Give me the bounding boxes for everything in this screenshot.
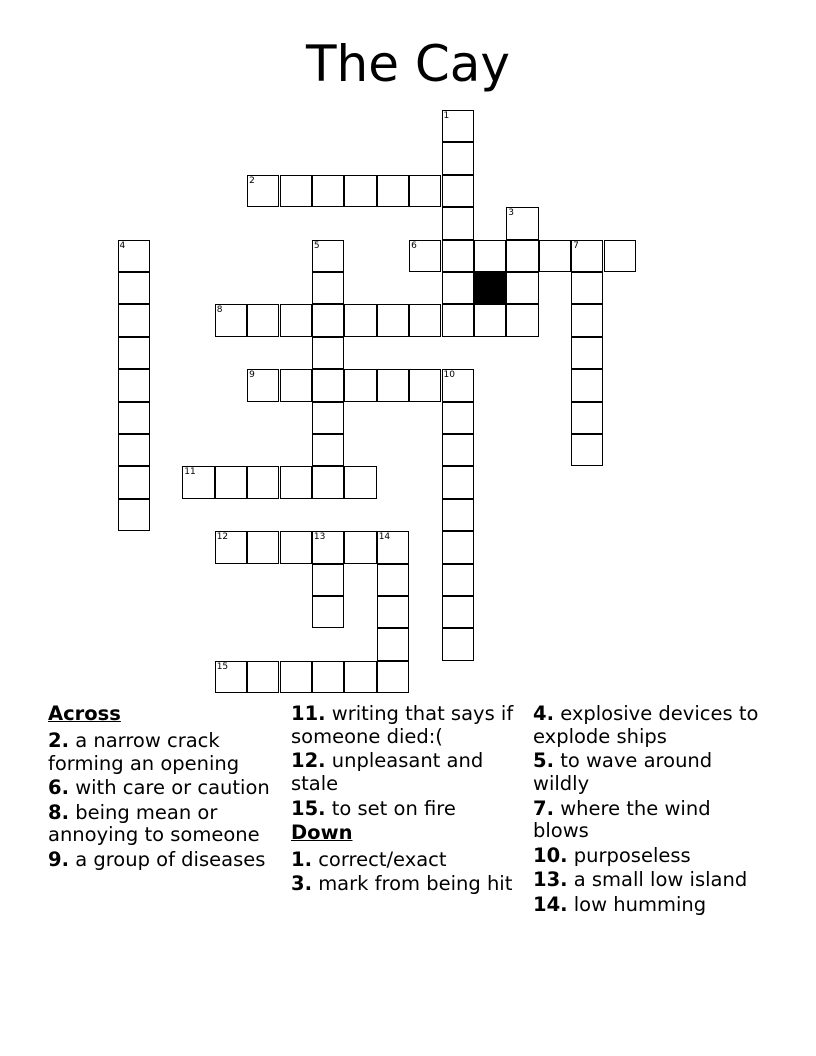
grid-cell[interactable]	[312, 337, 344, 369]
down-heading: Down	[291, 821, 353, 845]
clue-text: unpleasant and stale	[291, 749, 484, 796]
clue-item	[533, 894, 763, 917]
grid-cell[interactable]	[377, 661, 409, 693]
grid-cell[interactable]	[312, 466, 344, 498]
grid-cell[interactable]	[312, 402, 344, 434]
grid-cell[interactable]	[247, 661, 279, 693]
grid-cell[interactable]	[118, 337, 150, 369]
grid-cell[interactable]	[312, 304, 344, 336]
cell-number: 6	[411, 240, 417, 251]
grid-cell[interactable]	[344, 531, 376, 563]
grid-cell[interactable]	[215, 531, 247, 563]
clue-number: 12.	[291, 749, 326, 773]
grid-cell[interactable]	[247, 531, 279, 563]
clue-text: a narrow crack forming an opening	[48, 728, 240, 775]
grid-cell[interactable]	[442, 628, 474, 660]
grid-cell[interactable]	[442, 596, 474, 628]
grid-cell[interactable]	[604, 240, 636, 272]
grid-cell[interactable]	[118, 499, 150, 531]
cell-number: 14	[378, 532, 391, 543]
grid-cell[interactable]	[506, 240, 538, 272]
grid-cell[interactable]	[442, 110, 474, 142]
clue-text: explosive devices to explode ships	[533, 702, 759, 748]
black-square	[474, 272, 506, 304]
grid-cell[interactable]	[312, 596, 344, 628]
clue-text: to wave around wildly	[533, 749, 713, 796]
clue-item	[48, 849, 276, 872]
clue-text: being mean or annoying to someone	[48, 800, 260, 847]
grid-cell[interactable]	[118, 369, 150, 401]
grid-cell[interactable]	[312, 240, 344, 272]
grid-cell[interactable]	[247, 466, 279, 498]
grid-cell[interactable]	[280, 661, 312, 693]
grid-cell[interactable]	[215, 466, 247, 498]
grid-cell[interactable]	[312, 531, 344, 563]
grid-cell[interactable]	[280, 175, 312, 207]
clue-text: a group of diseases	[75, 847, 266, 871]
clue-number: 8.	[48, 800, 69, 824]
grid-cell[interactable]	[344, 304, 376, 336]
cell-number: 15	[216, 661, 229, 672]
cell-number: 4	[119, 240, 126, 251]
grid-cell[interactable]	[280, 369, 312, 401]
grid-cell[interactable]	[442, 304, 474, 336]
grid-cell[interactable]	[312, 369, 344, 401]
grid-cell[interactable]	[312, 564, 344, 596]
grid-cell[interactable]	[118, 240, 150, 272]
clue-text: purposeless	[573, 843, 691, 867]
cell-number: 3	[508, 208, 515, 219]
clue-text: correct/exact	[318, 847, 447, 871]
clue-item	[291, 873, 521, 896]
grid-cell[interactable]	[280, 466, 312, 498]
grid-cell[interactable]	[571, 369, 603, 401]
grid-cell[interactable]	[377, 175, 409, 207]
grid-cell[interactable]	[571, 240, 603, 272]
grid-cell[interactable]	[442, 466, 474, 498]
clue-item	[533, 845, 763, 868]
clue-number: 10.	[533, 843, 568, 867]
clue-item	[533, 798, 763, 844]
clue-number: 4.	[533, 702, 554, 725]
clue-item	[533, 869, 763, 892]
cell-number: 11	[184, 467, 196, 478]
cell-number: 2	[249, 175, 255, 186]
clue-text: a small low island	[573, 868, 748, 892]
cell-number: 13	[313, 532, 326, 543]
grid-cell[interactable]	[506, 207, 538, 239]
grid-cell[interactable]	[280, 531, 312, 563]
grid-cell[interactable]	[442, 531, 474, 563]
clue-text: where the wind blows	[533, 796, 711, 843]
grid-cell[interactable]	[409, 304, 441, 336]
grid-cell[interactable]	[571, 304, 603, 336]
grid-cell[interactable]	[312, 434, 344, 466]
clue-column-3	[533, 703, 763, 918]
grid-cell[interactable]	[377, 531, 409, 563]
grid-cell[interactable]	[247, 369, 279, 401]
clue-item	[48, 802, 276, 848]
grid-cell[interactable]	[571, 402, 603, 434]
grid-cell[interactable]	[344, 369, 376, 401]
clue-text: to set on fire	[331, 796, 456, 820]
grid-cell[interactable]	[215, 304, 247, 336]
clue-number: 13.	[533, 868, 568, 892]
grid-cell[interactable]	[247, 304, 279, 336]
grid-cell[interactable]	[118, 272, 150, 304]
cell-number: 12	[216, 532, 229, 543]
clue-item	[533, 703, 763, 749]
clue-number: 1.	[291, 847, 312, 871]
cell-number: 8	[216, 305, 223, 316]
clue-text: low humming	[573, 892, 707, 916]
grid-cell[interactable]	[474, 304, 506, 336]
grid-cell[interactable]	[442, 207, 474, 239]
clue-number: 11.	[291, 702, 326, 725]
grid-cell[interactable]	[442, 402, 474, 434]
cell-number: 5	[313, 240, 320, 251]
grid-cell[interactable]	[409, 369, 441, 401]
grid-cell[interactable]	[118, 434, 150, 466]
clue-item	[533, 750, 763, 796]
cell-number: 1	[443, 111, 450, 121]
across-heading: Across	[48, 702, 121, 725]
clue-number: 5.	[533, 749, 554, 773]
grid-cell[interactable]	[539, 240, 571, 272]
grid-cell[interactable]	[377, 304, 409, 336]
grid-cell[interactable]	[442, 272, 474, 304]
grid-cell[interactable]	[280, 304, 312, 336]
grid-cell[interactable]	[344, 175, 376, 207]
grid-cell[interactable]	[474, 240, 506, 272]
clue-item	[291, 703, 521, 749]
grid-cell[interactable]	[312, 272, 344, 304]
grid-cell[interactable]	[377, 628, 409, 660]
grid-cell[interactable]	[442, 142, 474, 174]
clue-text: mark from being hit	[318, 872, 513, 896]
puzzle-title: The Cay	[305, 35, 511, 93]
cell-number: 7	[573, 240, 579, 251]
cell-number: 10	[443, 370, 455, 381]
clue-number: 9.	[48, 847, 69, 871]
grid-cell[interactable]	[442, 175, 474, 207]
grid-cell[interactable]	[377, 564, 409, 596]
grid-cell[interactable]	[215, 661, 247, 693]
grid-cell[interactable]	[442, 564, 474, 596]
grid-cell[interactable]	[312, 661, 344, 693]
clue-number: 7.	[533, 796, 554, 820]
grid-cell[interactable]	[442, 434, 474, 466]
grid-cell[interactable]	[409, 240, 441, 272]
clue-column-2	[291, 703, 521, 898]
grid-cell[interactable]	[118, 466, 150, 498]
cell-number: 9	[249, 370, 255, 381]
clue-item	[48, 730, 276, 776]
clue-number: 14.	[533, 892, 568, 916]
clue-text: writing that says if someone died:(	[291, 702, 514, 748]
grid-cell[interactable]	[344, 466, 376, 498]
grid-cell[interactable]	[118, 304, 150, 336]
clue-item	[48, 777, 276, 800]
grid-cell[interactable]	[506, 304, 538, 336]
clue-item	[291, 798, 521, 821]
grid-cell[interactable]	[442, 240, 474, 272]
clue-number: 3.	[291, 872, 312, 896]
grid-cell[interactable]	[571, 272, 603, 304]
clue-text: with care or caution	[75, 776, 270, 800]
grid-cell[interactable]	[312, 175, 344, 207]
grid-cell[interactable]	[377, 369, 409, 401]
clue-column-1	[48, 703, 276, 873]
grid-cell[interactable]	[377, 596, 409, 628]
clue-number: 15.	[291, 796, 326, 820]
grid-cell[interactable]	[506, 272, 538, 304]
grid-cell[interactable]	[571, 337, 603, 369]
grid-cell[interactable]	[442, 369, 474, 401]
grid-cell[interactable]	[409, 175, 441, 207]
clue-number: 6.	[48, 776, 69, 800]
clue-item	[291, 750, 521, 796]
clue-number: 2.	[48, 728, 69, 752]
grid-cell[interactable]	[247, 175, 279, 207]
grid-cell[interactable]	[344, 661, 376, 693]
grid-cell[interactable]	[571, 434, 603, 466]
grid-cell[interactable]	[118, 402, 150, 434]
grid-cell[interactable]	[442, 499, 474, 531]
clue-item	[291, 849, 521, 872]
grid-cell[interactable]	[182, 466, 214, 498]
